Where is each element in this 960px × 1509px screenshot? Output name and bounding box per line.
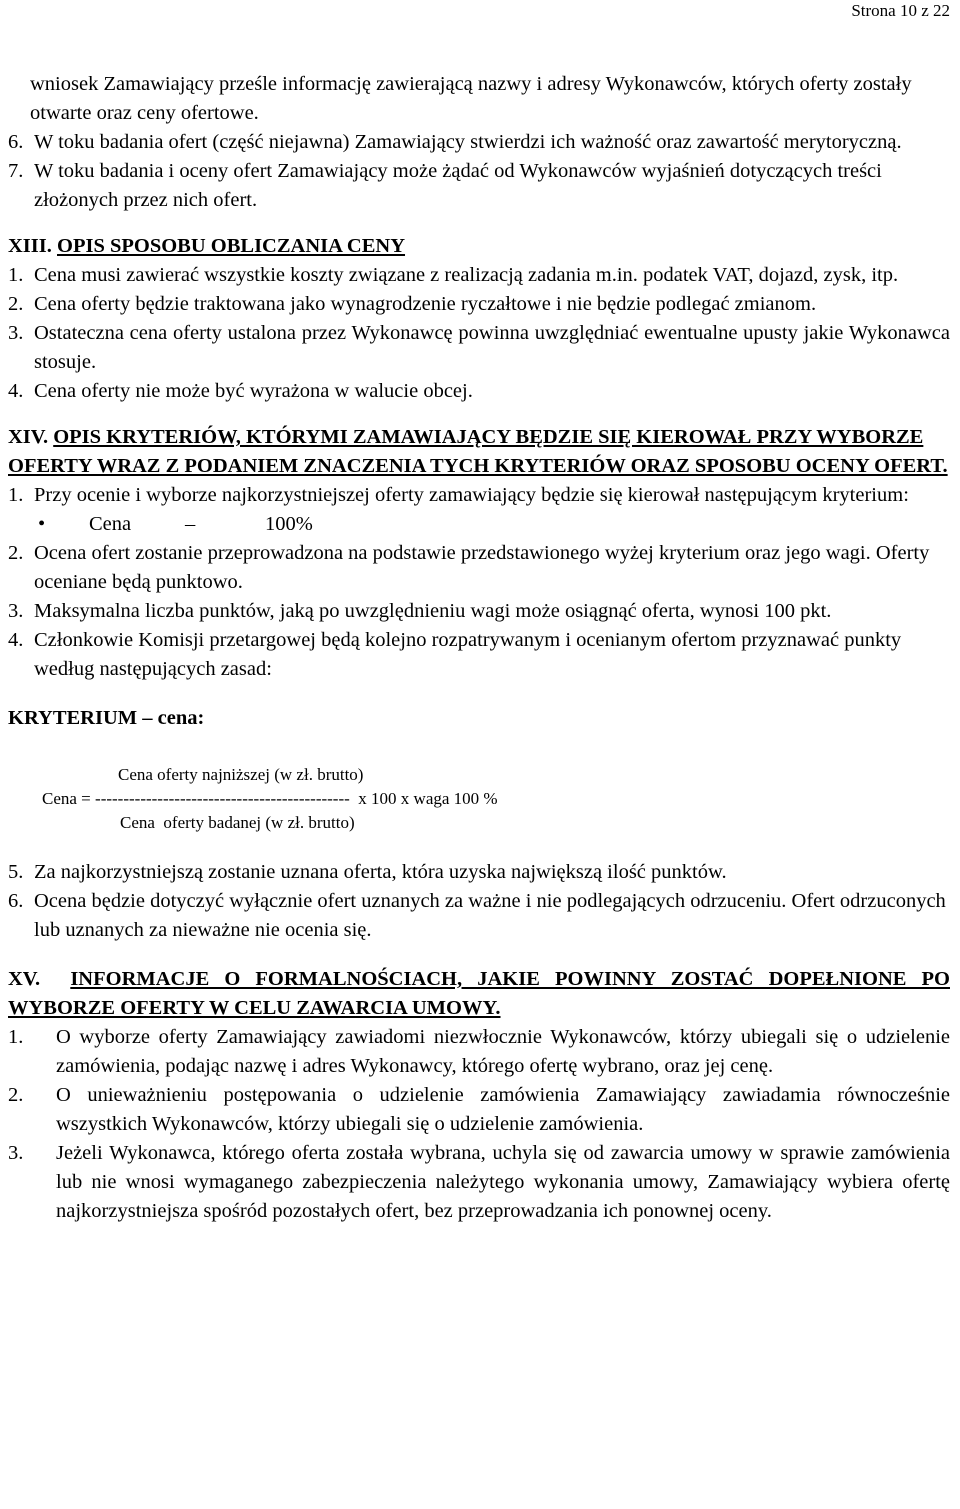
list-item <box>8 157 950 215</box>
item-text: W toku badania i oceny ofert Zamawiający może żądać od Wykonawców wyjaśnień dotyczących treści złożonych przez nich ofert. <box>34 160 882 211</box>
document-body <box>8 70 950 1226</box>
item-text: Maksymalna liczba punktów, jaką po uwzględnieniu wagi może osiągnąć oferta, wynosi 100 pkt. <box>34 600 832 622</box>
list-item <box>8 1023 950 1081</box>
section-heading-xv <box>8 965 950 1023</box>
page-number: Strona 10 z 22 <box>851 1 950 20</box>
list-item <box>8 290 950 319</box>
item-number: 1. <box>8 264 24 286</box>
item-text: Cena oferty nie może być wyrażona w walucie obcej. <box>34 380 473 402</box>
item-number: 3. <box>8 322 24 344</box>
list-item <box>8 1139 950 1226</box>
criterion-name: Cena <box>89 513 132 535</box>
item-text: Jeżeli Wykonawca, którego oferta została wybrana, uchyla się od zawarcia umowy w sprawie zamówienia lub nie wnosi wymaganego zabezpieczenia należytego wykonania umowy, Zamawiający wybiera ofertę najkorzystniejsza spośród pozostałych ofert, bez przeprowadzania ich ponownej oceny. <box>56 1142 950 1222</box>
section-number: XV. <box>8 968 41 990</box>
item-number: 6. <box>8 890 24 912</box>
formula-fraction-line: --------------------------------------------- <box>95 789 350 808</box>
criterion-weight: 100% <box>265 513 313 535</box>
item-text: Ostateczna cena oferty ustalona przez Wykonawcę powinna uwzględniać ewentualne upusty jakie Wykonawca stosuje. <box>34 322 950 373</box>
formula-numerator: Cena oferty najniższej (w zł. brutto) <box>118 765 364 784</box>
item-text: Za najkorzystniejszą zostanie uznana oferta, która uzyska największą ilość punktów. <box>34 861 727 883</box>
item-number: 2. <box>8 1084 24 1106</box>
item-number: 1. <box>8 1026 24 1048</box>
formula-main-line <box>8 787 950 811</box>
price-formula <box>8 763 950 835</box>
section-heading-xiv <box>8 423 950 481</box>
bullet-icon: • <box>38 513 46 535</box>
list-item <box>8 597 950 626</box>
continuation-paragraph: wniosek Zamawiający prześle informację zawierającą nazwy i adresy Wykonawców, których oferty zostały otwarte oraz ceny ofertowe. <box>30 73 912 124</box>
item-text: W toku badania ofert (część niejawna) Zamawiający stwierdzi ich ważność oraz zawartość merytoryczną. <box>34 131 902 153</box>
list-item <box>8 887 950 945</box>
section-title: OPIS SPOSOBU OBLICZANIA CENY <box>57 235 406 257</box>
section-heading-xiii <box>8 232 950 261</box>
item-number: 2. <box>8 293 24 315</box>
section-number: XIII. <box>8 235 52 257</box>
section-number: XIV. <box>8 426 49 448</box>
item-text: Cena oferty będzie traktowana jako wynagrodzenie ryczałtowe i nie będzie podlegać zmianom. <box>34 293 817 315</box>
list-item <box>8 319 950 377</box>
criterion-bullet <box>8 510 950 539</box>
list-item <box>8 1081 950 1139</box>
list-item <box>8 626 950 684</box>
item-text: Cena musi zawierać wszystkie koszty związane z realizacją zadania m.in. podatek VAT, dojazd, zysk, itp. <box>34 264 899 286</box>
criterion-title: KRYTERIUM – cena: <box>8 707 205 729</box>
list-item <box>8 481 950 510</box>
item-number: 7. <box>8 160 24 182</box>
criterion-dash: – <box>185 513 196 535</box>
formula-suffix: x 100 x waga 100 % <box>349 789 498 808</box>
list-item <box>8 539 950 597</box>
item-number: 6. <box>8 131 24 153</box>
section-title: INFORMACJE O FORMALNOŚCIACH, JAKIE POWINNY ZOSTAĆ DOPEŁNIONE PO WYBORZE OFERTY W CELU ZAWARCIA UMOWY. <box>8 968 950 1019</box>
item-text: O unieważnieniu postępowania o udzielenie zamówienia Zamawiający zawiadamia równocześnie wszystkich Wykonawców, którzy ubiegali się o udzielenie zamówienia. <box>56 1084 950 1135</box>
item-text: Ocena ofert zostanie przeprowadzona na podstawie przedstawionego wyżej kryterium oraz jego wagi. Oferty oceniane będą punktowo. <box>34 542 930 593</box>
item-number: 5. <box>8 861 24 883</box>
item-text: Ocena będzie dotyczyć wyłącznie ofert uznanych za ważne i nie podlegających odrzuceniu. Ofert odrzuconych lub uznanych za nieważne nie ocenia się. <box>34 890 946 941</box>
formula-denominator: Cena oferty badanej (w zł. brutto) <box>120 813 355 832</box>
item-text: Przy ocenie i wyborze najkorzystniejszej oferty zamawiający będzie się kierował następującym kryterium: <box>34 484 909 506</box>
item-number: 3. <box>8 1142 24 1164</box>
item-number: 1. <box>8 484 24 506</box>
item-number: 4. <box>8 380 24 402</box>
list-item <box>8 377 950 406</box>
item-number: 4. <box>8 629 24 651</box>
section-title: OPIS KRYTERIÓW, KTÓRYMI ZAMAWIAJĄCY BĘDZIE SIĘ KIEROWAŁ PRZY WYBORZE OFERTY WRAZ Z PODANIEM ZNACZENIA TYCH KRYTERIÓW ORAZ SPOSOBU OCENY OFERT. <box>8 426 948 477</box>
list-item <box>8 128 950 157</box>
item-text: O wyborze oferty Zamawiający zawiadomi niezwłocznie Wykonawców, którzy ubiegali się o udzielenie zamówienia, podając nazwę i adres Wykonawcy, którego ofertę wybrano, oraz jej cenę. <box>56 1026 950 1077</box>
item-text: Członkowie Komisji przetargowej będą kolejno rozpatrywanym i ocenianym ofertom przyznawać punkty według następujących zasad: <box>34 629 902 680</box>
item-number: 2. <box>8 542 24 564</box>
formula-prefix: Cena = <box>42 789 96 808</box>
list-item <box>8 261 950 290</box>
list-item <box>8 858 950 887</box>
item-number: 3. <box>8 600 24 622</box>
